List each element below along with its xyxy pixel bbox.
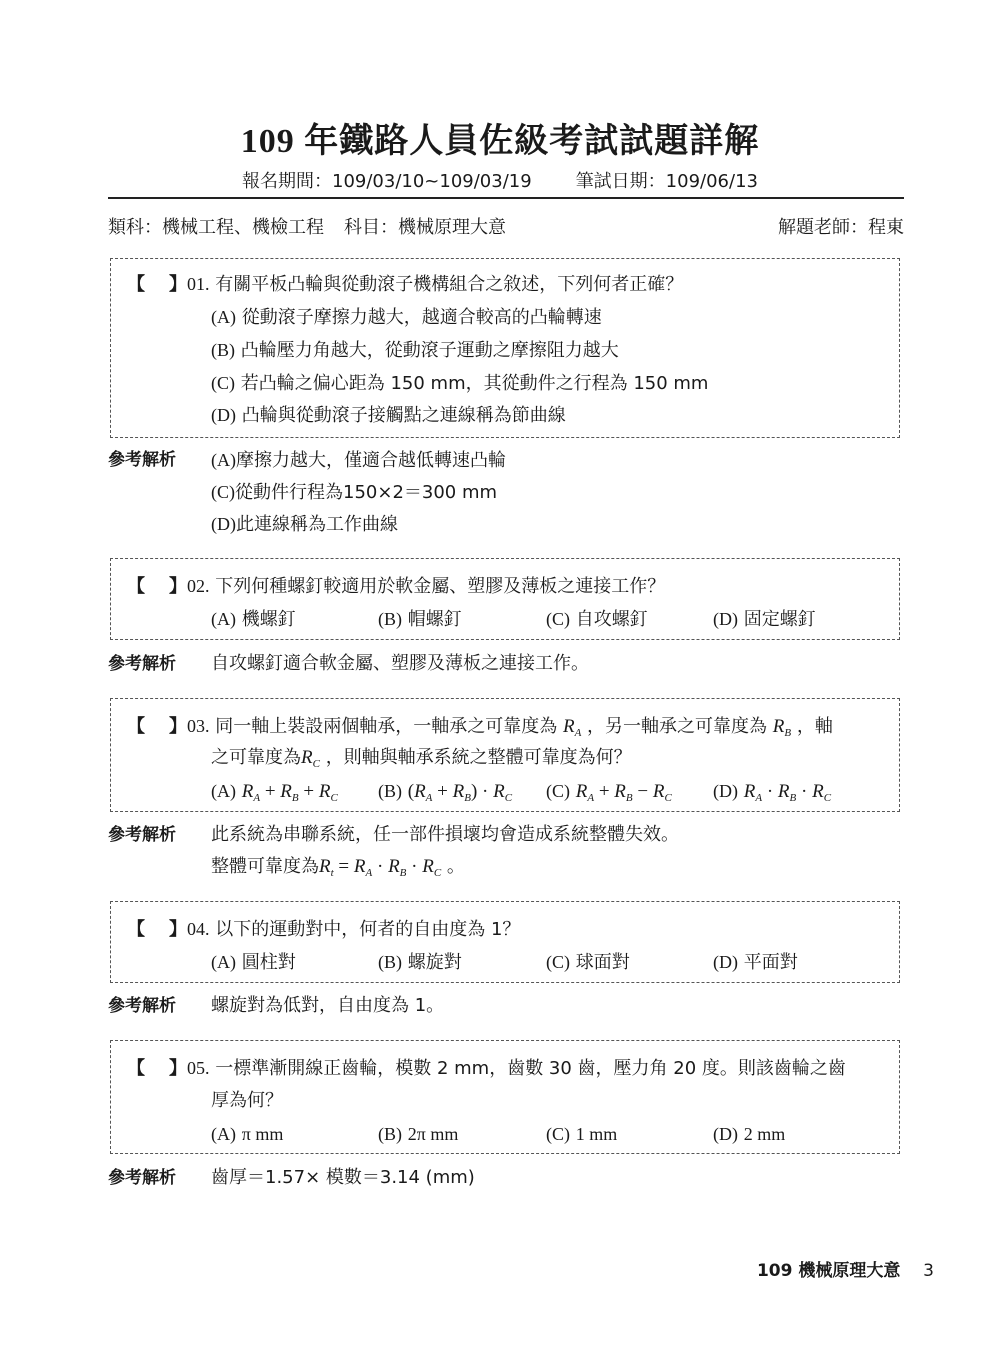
question-2-option-b: (B) 帽螺釘	[378, 609, 462, 630]
question-4-option-d: (D) 平面對	[713, 952, 798, 973]
analysis-label-5: 參考解析	[108, 1168, 176, 1188]
analysis-label-4: 參考解析	[108, 996, 176, 1016]
analysis-label-2: 參考解析	[108, 654, 176, 674]
question-5-stem-line-1: 【 】05. 一標準漸開線正齒輪，模數 2 mm，齒數 30 齒，壓力角 20 度。則該齒輪之齒	[127, 1058, 846, 1079]
answer-1-line-3: (D)此連線稱為工作曲線	[211, 514, 398, 535]
question-5-option-a: (A) π mm	[211, 1124, 284, 1144]
question-2-stem: 【 】02. 下列何種螺釘較適用於軟金屬、塑膠及薄板之連接工作？	[127, 576, 666, 597]
question-2-option-d: (D) 固定螺釘	[713, 609, 816, 630]
question-4-option-b: (B) 螺旋對	[378, 952, 462, 973]
question-3-option-a: (A) $R_A + R_B + R_C$	[211, 781, 338, 804]
question-3-option-b: (B) $(R_A + R_B) \cdot R_C$	[378, 781, 513, 804]
question-2-option-c: (C) 自攻螺釘	[546, 609, 648, 630]
page-number: 3	[923, 1261, 934, 1281]
question-4-option-c: (C) 球面對	[546, 952, 630, 973]
analysis-label-3: 參考解析	[108, 825, 176, 845]
exam-date: 筆試日期：109/06/13	[575, 171, 758, 192]
question-1-option-a: (A) 從動滾子摩擦力越大，越適合較高的凸輪轉速	[211, 307, 602, 328]
answer-3-line-1: 此系統為串聯系統，任一部件損壞均會造成系統整體失效。	[211, 824, 679, 845]
category: 類科：機械工程、機檢工程	[108, 217, 324, 238]
question-5-option-c: (C) 1 mm	[546, 1124, 618, 1144]
question-1-option-c: (C) 若凸輪之偏心距為 150 mm，其從動件之行程為 150 mm	[211, 373, 709, 394]
question-5-option-d: (D) 2 mm	[713, 1124, 786, 1144]
question-4-stem: 【 】04. 以下的運動對中，何者的自由度為 1？	[127, 919, 521, 940]
question-2-option-a: (A) 機螺釘	[211, 609, 296, 630]
subject: 科目：機械原理大意	[344, 217, 506, 238]
page-footer	[757, 1256, 934, 1281]
answer-5: 齒厚＝1.57× 模數＝3.14 (mm)	[211, 1167, 475, 1188]
registration-period: 報名期間：109/03/10~109/03/19	[242, 171, 532, 192]
teacher: 解題老師：程東	[778, 217, 904, 238]
question-1-option-b: (B) 凸輪壓力角越大，從動滾子運動之摩擦阻力越大	[211, 340, 619, 361]
answer-3-line-2: 整體可靠度為$R_t = R_A \cdot R_B \cdot R_C$ 。	[211, 856, 465, 879]
question-3-option-c: (C) $R_A + R_B - R_C$	[546, 781, 672, 804]
question-1-stem: 【 】01. 有關平板凸輪與從動滾子機構組合之敘述，下列何者正確？	[127, 274, 684, 295]
answer-2: 自攻螺釘適合軟金屬、塑膠及薄板之連接工作。	[211, 653, 589, 674]
header-divider	[108, 197, 904, 199]
category-line	[108, 213, 506, 239]
question-3-option-d: (D) $R_A \cdot R_B \cdot R_C$	[713, 781, 832, 804]
analysis-label-1: 參考解析	[108, 450, 176, 470]
question-4-option-a: (A) 圓柱對	[211, 952, 296, 973]
question-3-stem-line-2: 之可靠度為$R_C$ ，則軸與軸承系統之整體可靠度為何？	[211, 747, 632, 770]
answer-1-line-1: (A)摩擦力越大，僅適合越低轉速凸輪	[211, 450, 506, 471]
page-title: 109 年鐵路人員佐級考試試題詳解	[240, 123, 760, 160]
exam-dates	[0, 167, 1000, 193]
question-1-option-d: (D) 凸輪與從動滾子接觸點之連線稱為節曲線	[211, 405, 566, 426]
answer-1-line-2: (C)從動件行程為150×2＝300 mm	[211, 482, 498, 503]
footer-book-title: 109 機械原理大意	[756, 1261, 901, 1281]
question-5-option-b: (B) 2π mm	[378, 1124, 459, 1144]
question-3-stem-line-1: 【 】03. 同一軸上裝設兩個軸承，一軸承之可靠度為 $R_A$ ，另一軸承之可靠度為 $R_B$ ，軸	[127, 716, 833, 739]
answer-4: 螺旋對為低對，自由度為 1。	[211, 995, 445, 1016]
question-5-stem-line-2: 厚為何？	[211, 1090, 283, 1111]
